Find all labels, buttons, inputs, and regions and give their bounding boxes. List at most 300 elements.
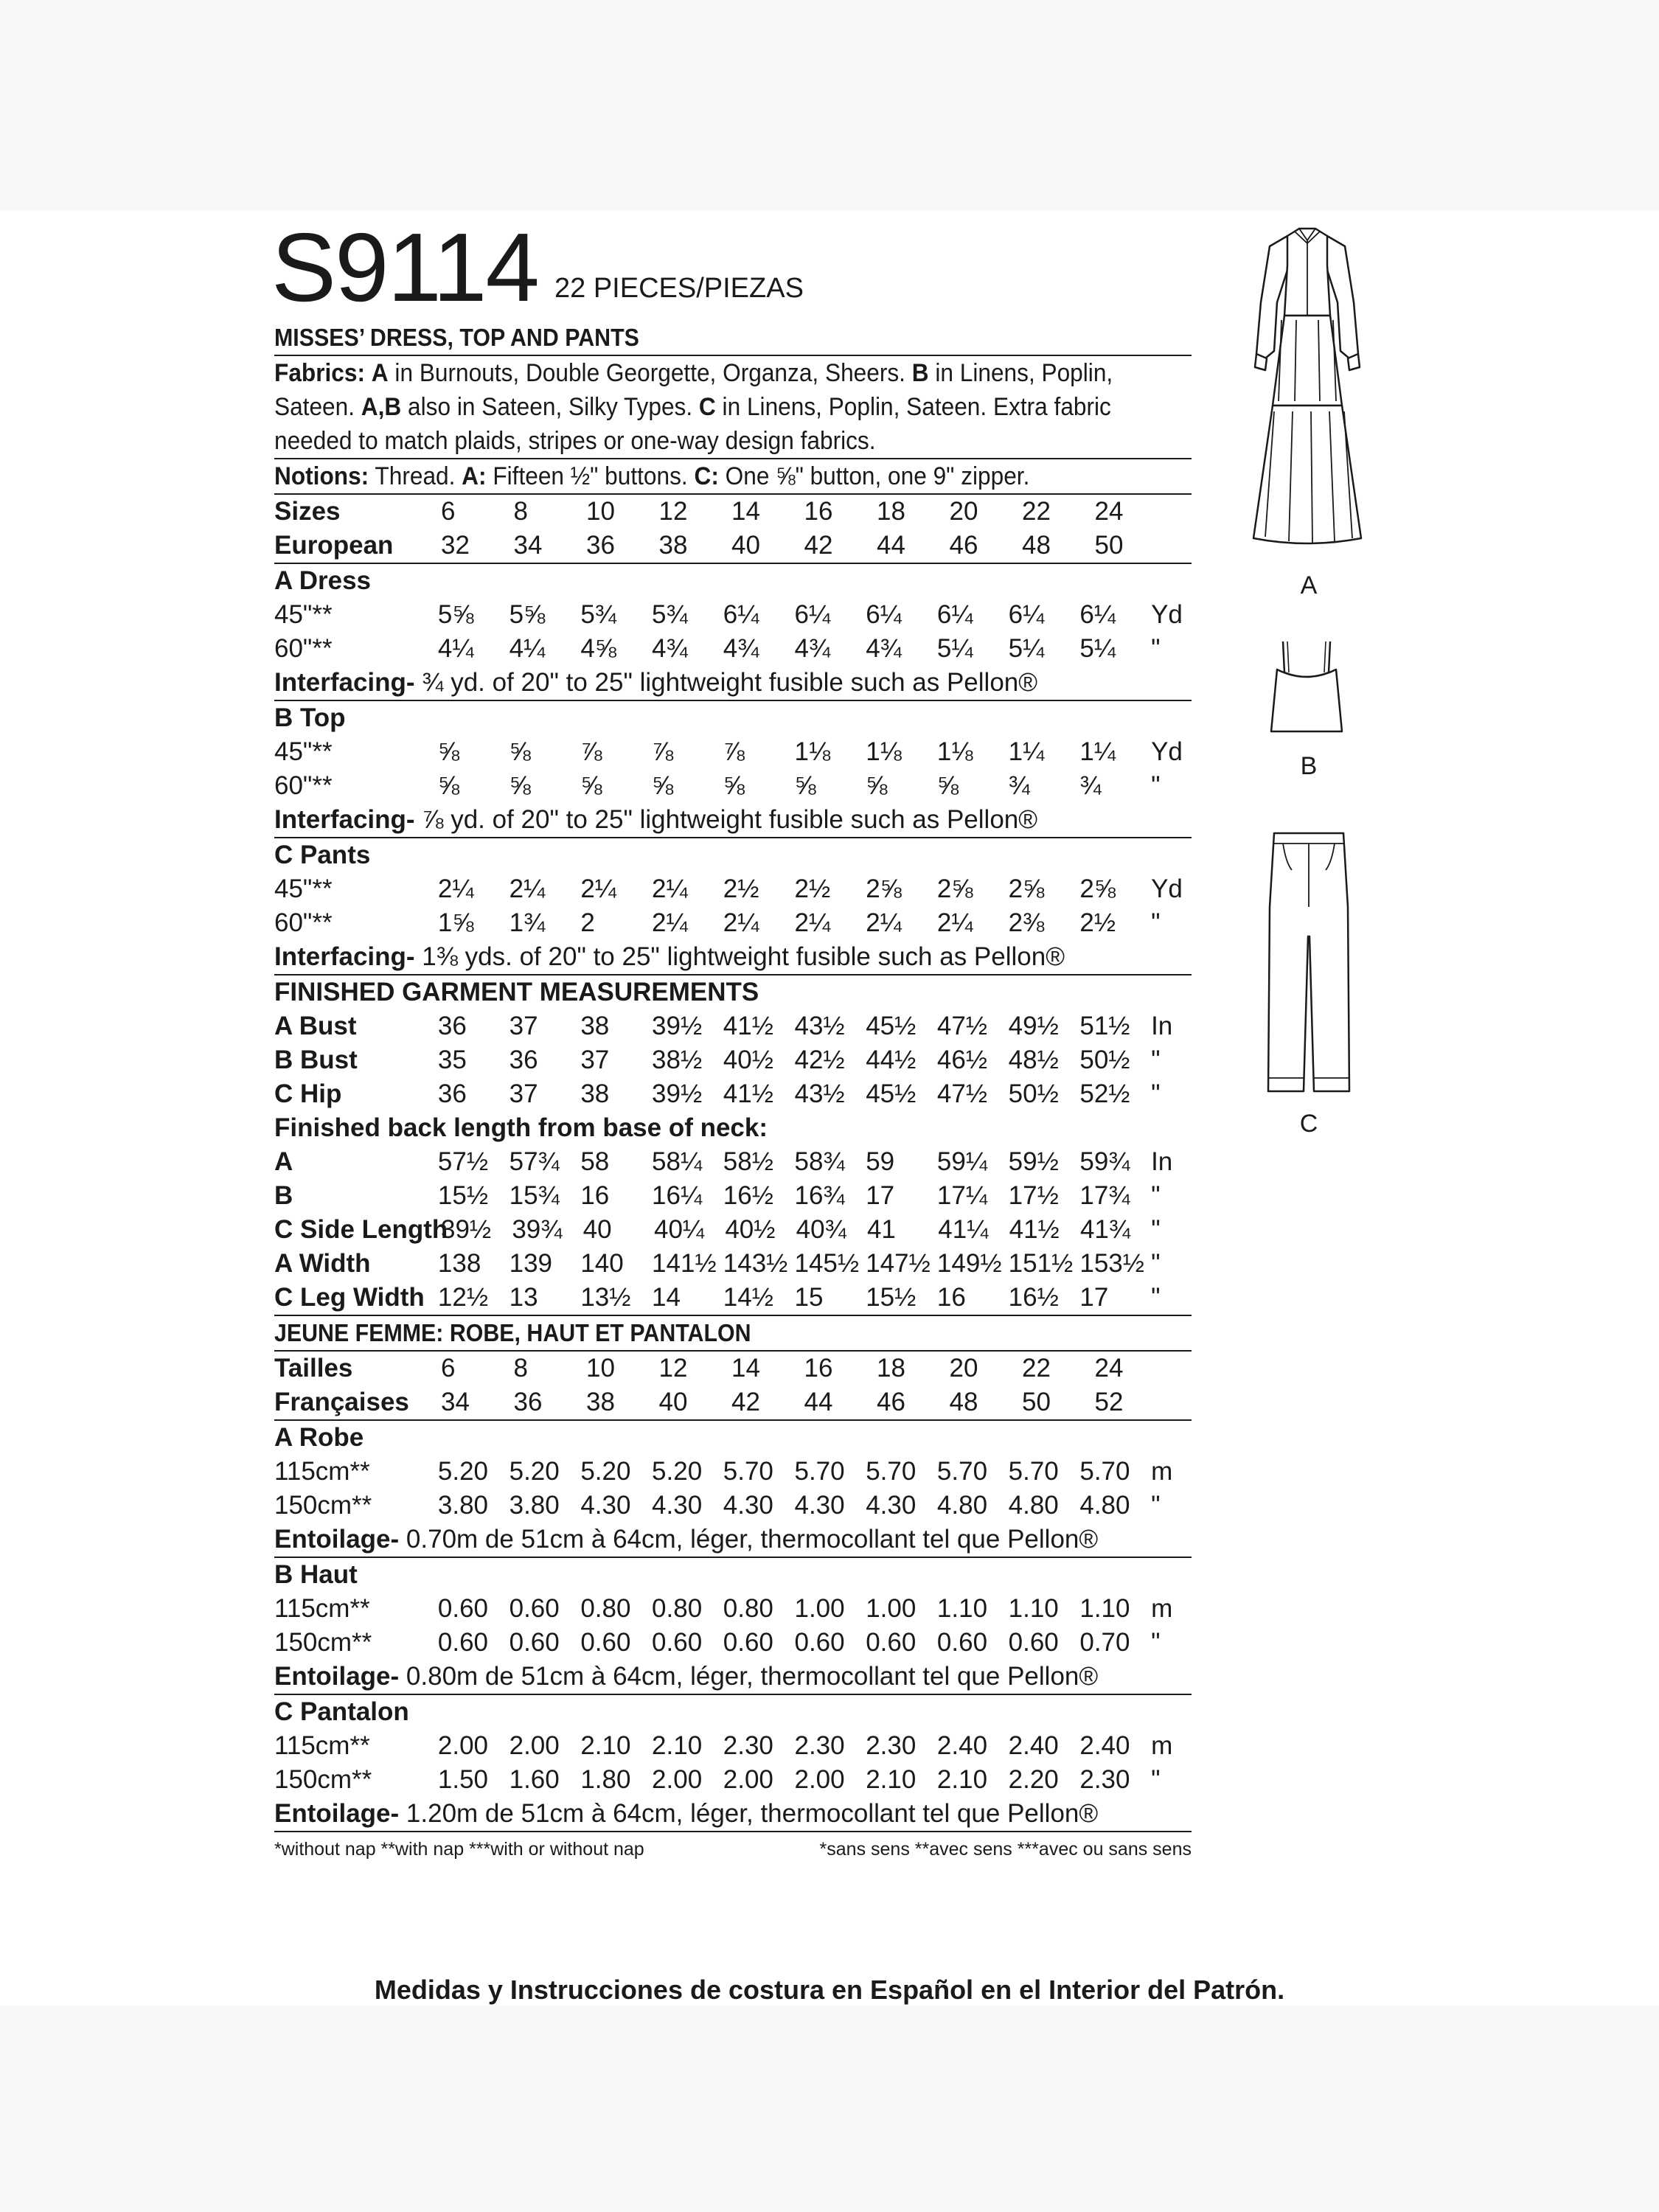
size-value: 1¼: [1008, 737, 1045, 766]
row-label: 115cm**: [274, 1457, 370, 1486]
unit-label: In: [1151, 1012, 1173, 1040]
size-value: 2.30: [866, 1731, 917, 1760]
size-value: 5.70: [723, 1457, 773, 1486]
size-value: ⅝: [652, 771, 674, 800]
size-value: 42: [804, 531, 833, 560]
yardage-row-60: [274, 769, 1192, 803]
footnote-french: *sans sens **avec sens ***avec ou sans sens: [819, 1839, 1192, 1860]
size-value: 1.10: [936, 1594, 988, 1623]
section-robe: A Robe: [274, 1423, 364, 1452]
size-value: 0.60: [936, 1628, 988, 1657]
row-label: 150cm**: [274, 1628, 372, 1657]
size-value: 140: [580, 1249, 624, 1278]
size-value: 4.80: [1008, 1491, 1059, 1520]
size-value: 2¼: [652, 874, 688, 903]
french-title: JEUNE FEMME: ROBE, HAUT ET PANTALON: [274, 1319, 751, 1346]
size-value: 6¼: [936, 600, 973, 629]
size-value: 4.30: [652, 1491, 703, 1520]
row-label: 150cm**: [274, 1491, 372, 1520]
section-pants: C Pants: [274, 841, 371, 869]
size-value: 2.40: [936, 1731, 988, 1760]
row-label: A: [274, 1147, 293, 1176]
yardage-row-60: [274, 906, 1192, 940]
size-value: 20: [949, 1354, 978, 1382]
row-label: C Leg Width: [274, 1283, 425, 1312]
measurement-row-c-leg: [274, 1281, 1192, 1315]
size-value: 6¼: [1008, 600, 1045, 629]
size-value: 58¾: [794, 1147, 845, 1176]
size-value: 17: [1079, 1283, 1109, 1312]
unit-label: ": [1151, 1079, 1161, 1108]
size-value: 4¾: [794, 634, 831, 663]
size-value: 41½: [723, 1012, 773, 1040]
size-value: 16: [936, 1283, 966, 1312]
size-value: ⅝: [437, 737, 460, 766]
row-label: European: [274, 531, 394, 560]
size-value: 57½: [437, 1147, 489, 1176]
size-value: 8: [513, 497, 528, 526]
size-value: 2.40: [1008, 1731, 1059, 1760]
size-value: 46: [949, 531, 978, 560]
size-value: 45½: [866, 1012, 917, 1040]
size-value: 52½: [1079, 1079, 1130, 1108]
size-value: 2.30: [794, 1731, 845, 1760]
row-label: A Width: [274, 1249, 371, 1278]
pattern-number: S9114: [271, 213, 538, 321]
size-value: 2¼: [580, 874, 616, 903]
size-value: 2.20: [1008, 1765, 1059, 1794]
size-value: 35: [437, 1046, 467, 1074]
bottom-margin: [0, 2006, 1659, 2212]
size-value: 43½: [794, 1079, 845, 1108]
size-value: 38: [580, 1079, 610, 1108]
size-value: 13: [509, 1283, 538, 1312]
size-value: 5⅝: [509, 600, 546, 629]
size-value: 1⅛: [936, 737, 973, 766]
size-value: 2¼: [936, 908, 973, 937]
size-value: 41: [866, 1215, 896, 1244]
size-value: 44: [877, 531, 905, 560]
size-value: 22: [1022, 1354, 1051, 1382]
size-value: 41½: [723, 1079, 773, 1108]
size-value: 4.80: [1079, 1491, 1130, 1520]
section-dress: A Dress: [274, 566, 371, 595]
size-value: 16¼: [652, 1181, 703, 1210]
size-value: 14½: [723, 1283, 773, 1312]
size-value: 58½: [723, 1147, 773, 1176]
size-value: 37: [509, 1079, 538, 1108]
size-value: 22: [1022, 497, 1051, 526]
row-label: 150cm**: [274, 1765, 372, 1794]
size-value: 50½: [1079, 1046, 1130, 1074]
european-sizes-row: [274, 529, 1192, 563]
size-value: 37: [509, 1012, 538, 1040]
size-value: 50: [1094, 531, 1124, 560]
size-value: 37: [580, 1046, 610, 1074]
unit-label: m: [1151, 1594, 1173, 1623]
size-value: 8: [513, 1354, 528, 1382]
size-value: 0.70: [1079, 1628, 1130, 1657]
metrage-row-150: [274, 1763, 1192, 1797]
size-value: 143½: [723, 1249, 788, 1278]
size-value: 16: [804, 1354, 833, 1382]
size-value: 4.80: [936, 1491, 988, 1520]
size-value: 36: [513, 1388, 543, 1416]
size-value: 0.60: [866, 1628, 917, 1657]
yardage-row-45: [274, 598, 1192, 632]
yardage-row-45: [274, 735, 1192, 769]
size-value: 5¼: [1079, 634, 1116, 663]
size-value: 2⅜: [1008, 908, 1045, 937]
size-value: ⅞: [580, 737, 602, 766]
interfacing-note: Interfacing- 1⅜ yds. of 20" to 25" lightweight fusible such as Pellon®: [274, 942, 1065, 971]
back-length-heading: Finished back length from base of neck:: [274, 1113, 768, 1142]
row-label: Sizes: [274, 497, 341, 526]
size-value: 36: [437, 1079, 467, 1108]
size-value: 0.60: [509, 1628, 560, 1657]
unit-label: m: [1151, 1457, 1173, 1486]
size-value: 0.60: [437, 1594, 489, 1623]
size-value: 16: [804, 497, 833, 526]
size-value: 17½: [1008, 1181, 1059, 1210]
size-value: 5.70: [936, 1457, 988, 1486]
size-value: 0.80: [723, 1594, 773, 1623]
view-b-top-sketch: [1262, 636, 1351, 739]
size-value: 12½: [437, 1283, 489, 1312]
row-label: 45"**: [274, 874, 333, 903]
row-label: 115cm**: [274, 1731, 370, 1760]
size-value: 41¾: [1079, 1215, 1131, 1244]
size-value: 1¾: [509, 908, 546, 937]
row-label: 60"**: [274, 634, 333, 663]
size-value: 0.60: [509, 1594, 560, 1623]
size-value: 0.60: [1008, 1628, 1059, 1657]
size-value: 34: [513, 531, 543, 560]
size-value: ¾: [1079, 771, 1102, 800]
size-value: 1.10: [1079, 1594, 1130, 1623]
entoilage-note: Entoilage- 1.20m de 51cm à 64cm, léger, thermocollant tel que Pellon®: [274, 1799, 1099, 1828]
size-value: 138: [437, 1249, 481, 1278]
size-value: 5.20: [509, 1457, 560, 1486]
size-value: 6¼: [866, 600, 902, 629]
size-value: 15: [794, 1283, 824, 1312]
francaises-row: [274, 1385, 1192, 1419]
size-value: 4¾: [866, 634, 902, 663]
size-value: ⅝: [866, 771, 888, 800]
size-value: 16¾: [794, 1181, 845, 1210]
size-value: 5.70: [866, 1457, 917, 1486]
size-value: 50½: [1008, 1079, 1059, 1108]
size-value: 40¼: [653, 1215, 705, 1244]
size-value: 4⅝: [580, 634, 616, 663]
size-value: 5.20: [437, 1457, 489, 1486]
row-label: 60"**: [274, 908, 333, 937]
size-value: 1.50: [437, 1765, 489, 1794]
size-value: 4.30: [794, 1491, 845, 1520]
size-value: ⅝: [794, 771, 816, 800]
size-value: 5.20: [580, 1457, 631, 1486]
size-value: 18: [877, 1354, 905, 1382]
size-value: 2¼: [723, 908, 759, 937]
row-label: 115cm**: [274, 1594, 370, 1623]
size-value: 16½: [1008, 1283, 1059, 1312]
row-label: B Bust: [274, 1046, 358, 1074]
size-value: 47½: [936, 1012, 988, 1040]
size-value: 2.10: [866, 1765, 917, 1794]
size-value: 2½: [1079, 908, 1116, 937]
size-value: 40¾: [796, 1215, 846, 1244]
size-value: 2⅝: [936, 874, 973, 903]
size-value: 1.60: [509, 1765, 560, 1794]
fabrics-description: Fabrics: A in Burnouts, Double Georgette, Organza, Sheers. B in Linens, Poplin, Sateen. A,B also in Sateen, Silky Types. C in Linens, Poplin, Sateen. Extra fabric needed to match plaids, stripes or one-way design fabrics.: [274, 359, 1113, 455]
sizes-row: [274, 495, 1192, 529]
size-value: 14: [652, 1283, 681, 1312]
size-value: 59¼: [936, 1147, 988, 1176]
size-value: 5¾: [652, 600, 688, 629]
size-value: 2.10: [652, 1731, 703, 1760]
pattern-envelope-back: [271, 210, 1192, 1866]
unit-label: ": [1151, 908, 1161, 937]
size-value: ⅝: [580, 771, 602, 800]
size-value: 14: [731, 1354, 760, 1382]
size-value: 4.30: [723, 1491, 773, 1520]
size-value: ⅝: [509, 771, 531, 800]
view-b-label: B: [1300, 752, 1318, 780]
size-value: 50: [1022, 1388, 1051, 1416]
unit-label: ": [1151, 634, 1161, 663]
footnotes: [274, 1832, 1192, 1866]
pieces-count: 22 PIECES/PIEZAS: [554, 273, 804, 304]
size-value: 44: [804, 1388, 833, 1416]
size-value: 48: [949, 1388, 978, 1416]
measurement-row-c-hip: [274, 1077, 1192, 1111]
row-label: Françaises: [274, 1388, 409, 1416]
view-c-pants-sketch: [1261, 826, 1357, 1096]
size-value: 141½: [652, 1249, 717, 1278]
size-value: 0.60: [794, 1628, 845, 1657]
size-value: 17¾: [1079, 1181, 1130, 1210]
notions-description: Notions: Thread. A: Fifteen ½" buttons. C: One ⅝" button, one 9" zipper.: [274, 462, 1030, 490]
size-value: 2½: [794, 874, 831, 903]
metrage-row-115: [274, 1729, 1192, 1763]
size-value: 2¼: [437, 874, 474, 903]
size-value: 10: [586, 497, 615, 526]
size-value: 2.00: [652, 1765, 703, 1794]
view-a-label: A: [1300, 571, 1318, 599]
section-pantalon: C Pantalon: [274, 1697, 409, 1726]
interfacing-note: Interfacing- ¾ yd. of 20" to 25" lightweight fusible such as Pellon®: [274, 668, 1038, 697]
measurement-row-b-bust: [274, 1043, 1192, 1077]
size-value: 4¼: [437, 634, 474, 663]
size-value: 39¾: [512, 1215, 563, 1244]
size-value: 6¼: [723, 600, 759, 629]
size-value: 15½: [437, 1181, 489, 1210]
size-value: 3.80: [509, 1491, 560, 1520]
size-value: 6¼: [1079, 600, 1116, 629]
measurement-row-a: [274, 1145, 1192, 1179]
size-value: 49½: [1008, 1012, 1059, 1040]
row-label: C Side Length: [274, 1215, 448, 1244]
size-value: 10: [586, 1354, 615, 1382]
size-value: 2¼: [652, 908, 688, 937]
row-label: A Bust: [274, 1012, 357, 1040]
size-value: 1.00: [794, 1594, 845, 1623]
size-value: 0.60: [652, 1628, 703, 1657]
size-value: 4¾: [652, 634, 688, 663]
interfacing-note: Interfacing- ⅞ yd. of 20" to 25" lightweight fusible such as Pellon®: [274, 805, 1038, 834]
size-value: 2.00: [723, 1765, 773, 1794]
size-value: 14: [731, 497, 760, 526]
unit-label: Yd: [1151, 737, 1183, 766]
size-value: 2⅝: [1079, 874, 1116, 903]
size-value: ⅝: [437, 771, 460, 800]
section-finished-measurements: FINISHED GARMENT MEASUREMENTS: [274, 978, 759, 1006]
size-value: 40: [582, 1215, 612, 1244]
yardage-row-45: [274, 872, 1192, 906]
unit-label: ": [1151, 1491, 1161, 1520]
size-value: 12: [658, 497, 688, 526]
size-value: 58¼: [652, 1147, 703, 1176]
metrage-row-115: [274, 1592, 1192, 1626]
size-value: 48½: [1008, 1046, 1059, 1074]
row-label: 45"**: [274, 600, 333, 629]
size-value: 2¼: [866, 908, 902, 937]
size-value: 36: [509, 1046, 538, 1074]
size-value: 42: [731, 1388, 760, 1416]
size-value: 17: [866, 1181, 895, 1210]
size-value: 34: [441, 1388, 470, 1416]
unit-label: ": [1151, 1046, 1161, 1074]
size-value: 0.80: [652, 1594, 703, 1623]
size-value: 41¼: [938, 1215, 989, 1244]
size-value: 6¼: [794, 600, 831, 629]
size-value: 42½: [794, 1046, 845, 1074]
unit-label: Yd: [1151, 600, 1183, 629]
size-value: 52: [1094, 1388, 1124, 1416]
size-value: 59¾: [1079, 1147, 1130, 1176]
size-value: 46: [877, 1388, 905, 1416]
size-value: 46½: [936, 1046, 988, 1074]
size-value: 39½: [652, 1079, 703, 1108]
size-value: 4.30: [866, 1491, 917, 1520]
view-c-label: C: [1299, 1110, 1318, 1138]
size-value: 43½: [794, 1012, 845, 1040]
size-value: 5.20: [652, 1457, 703, 1486]
size-value: 32: [441, 531, 470, 560]
unit-label: ": [1151, 1765, 1161, 1794]
size-value: 36: [437, 1012, 467, 1040]
size-value: 38: [586, 1388, 615, 1416]
row-label: C Hip: [274, 1079, 342, 1108]
size-value: ⅝: [509, 737, 531, 766]
size-value: 17¼: [936, 1181, 988, 1210]
english-title: MISSES’ DRESS, TOP AND PANTS: [274, 324, 639, 351]
unit-label: ": [1151, 1249, 1161, 1278]
size-value: 139: [509, 1249, 553, 1278]
yardage-row-60: [274, 632, 1192, 666]
size-value: 2.30: [1079, 1765, 1130, 1794]
size-value: 40: [731, 531, 760, 560]
unit-label: In: [1151, 1147, 1173, 1176]
row-label: 60"**: [274, 771, 333, 800]
unit-label: ": [1151, 1181, 1161, 1210]
size-value: ⅝: [723, 771, 745, 800]
size-value: 36: [586, 531, 615, 560]
size-value: 45½: [866, 1079, 917, 1108]
size-value: 2: [580, 908, 595, 937]
size-value: 5.70: [794, 1457, 845, 1486]
size-value: 47½: [936, 1079, 988, 1108]
size-value: 44½: [866, 1046, 917, 1074]
size-value: 24: [1094, 1354, 1124, 1382]
size-value: 59: [866, 1147, 895, 1176]
size-value: 18: [877, 497, 905, 526]
top-margin: [0, 0, 1659, 210]
size-value: 2.30: [723, 1731, 773, 1760]
size-value: 5¾: [580, 600, 616, 629]
size-value: 2.10: [580, 1731, 631, 1760]
unit-label: m: [1151, 1731, 1173, 1760]
size-value: 145½: [794, 1249, 860, 1278]
size-value: 2½: [723, 874, 759, 903]
size-value: 3.80: [437, 1491, 489, 1520]
size-value: 5¼: [1008, 634, 1045, 663]
tailles-row: [274, 1352, 1192, 1385]
size-value: 2.10: [936, 1765, 988, 1794]
size-value: 13½: [580, 1283, 631, 1312]
footnote-english: *without nap **with nap ***with or without nap: [274, 1839, 644, 1860]
size-value: 20: [949, 497, 978, 526]
entoilage-note: Entoilage- 0.70m de 51cm à 64cm, léger, thermocollant tel que Pellon®: [274, 1525, 1099, 1554]
measurement-row-a-bust: [274, 1009, 1192, 1043]
row-label: 45"**: [274, 737, 333, 766]
size-value: 1.10: [1008, 1594, 1059, 1623]
measurement-row-c-side: [274, 1213, 1192, 1247]
size-value: 48: [1022, 531, 1051, 560]
size-value: 58: [580, 1147, 610, 1176]
size-value: 51½: [1079, 1012, 1130, 1040]
size-value: 12: [658, 1354, 688, 1382]
unit-label: ": [1151, 1283, 1161, 1312]
size-value: 2¼: [509, 874, 546, 903]
size-value: 1⅛: [794, 737, 831, 766]
size-value: 24: [1094, 497, 1124, 526]
section-top: B Top: [274, 703, 346, 732]
size-value: 0.60: [723, 1628, 773, 1657]
size-value: 2⅝: [1008, 874, 1045, 903]
size-value: 1⅛: [866, 737, 902, 766]
size-value: 57¾: [509, 1147, 560, 1176]
size-value: 2.40: [1079, 1731, 1130, 1760]
size-value: ¾: [1008, 771, 1030, 800]
size-value: 0.60: [437, 1628, 489, 1657]
size-value: 40: [658, 1388, 688, 1416]
unit-label: Yd: [1151, 874, 1183, 903]
size-value: 39½: [441, 1215, 492, 1244]
size-value: 59½: [1008, 1147, 1059, 1176]
size-value: 2.00: [794, 1765, 845, 1794]
size-value: 38½: [652, 1046, 703, 1074]
size-value: 151½: [1008, 1249, 1074, 1278]
size-value: 16: [580, 1181, 610, 1210]
size-value: 40½: [725, 1215, 776, 1244]
size-value: 2.00: [509, 1731, 560, 1760]
entoilage-note: Entoilage- 0.80m de 51cm à 64cm, léger, thermocollant tel que Pellon®: [274, 1662, 1099, 1691]
size-value: 5⅝: [437, 600, 474, 629]
measurement-row-a-width: [274, 1247, 1192, 1281]
metrage-row-150: [274, 1489, 1192, 1523]
header: [271, 210, 1192, 321]
